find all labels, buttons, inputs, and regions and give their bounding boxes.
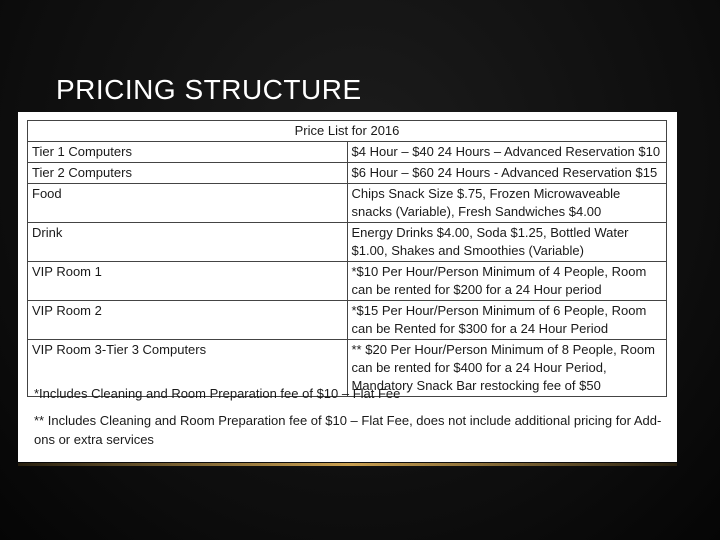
price-cell: ** $20 Per Hour/Person Minimum of 8 People, Room can be rented for $400 for a 24 Hour Period, Mandatory Snack Bar restocking fee of $50 xyxy=(347,340,667,397)
price-cell: *$15 Per Hour/Person Minimum of 6 People, Room can be Rented for $300 for a 24 Hour Period xyxy=(347,301,667,340)
table-row xyxy=(28,262,667,301)
table-header: Price List for 2016 xyxy=(28,121,667,142)
table-row xyxy=(28,163,667,184)
title-underline-accent xyxy=(18,463,677,466)
footnote-1: *Includes Cleaning and Room Preparation fee of $10 – Flat Fee xyxy=(34,386,401,401)
price-list-sheet xyxy=(18,112,677,462)
price-cell: $4 Hour – $40 24 Hours – Advanced Reservation $10 xyxy=(347,142,667,163)
item-cell: VIP Room 1 xyxy=(28,262,348,301)
price-table xyxy=(27,120,667,397)
table-row xyxy=(28,301,667,340)
price-cell: $6 Hour – $60 24 Hours - Advanced Reservation $15 xyxy=(347,163,667,184)
item-cell: Tier 2 Computers xyxy=(28,163,348,184)
table-row xyxy=(28,184,667,223)
price-cell: Energy Drinks $4.00, Soda $1.25, Bottled Water $1.00, Shakes and Smoothies (Variable) xyxy=(347,223,667,262)
table-row xyxy=(28,223,667,262)
item-cell: Tier 1 Computers xyxy=(28,142,348,163)
item-cell: Food xyxy=(28,184,348,223)
footnotes xyxy=(34,384,674,457)
table-row xyxy=(28,142,667,163)
item-cell: Drink xyxy=(28,223,348,262)
price-cell: Chips Snack Size $.75, Frozen Microwaveable snacks (Variable), Fresh Sandwiches $4.00 xyxy=(347,184,667,223)
price-cell: *$10 Per Hour/Person Minimum of 4 People, Room can be rented for $200 for a 24 Hour period xyxy=(347,262,667,301)
slide-title: PRICING STRUCTURE xyxy=(56,74,362,105)
item-cell: VIP Room 3-Tier 3 Computers xyxy=(28,340,348,397)
item-cell: VIP Room 2 xyxy=(28,301,348,340)
table-header-row xyxy=(28,121,667,142)
footnote-2: ** Includes Cleaning and Room Preparation fee of $10 – Flat Fee, does not include additional pricing for Add-ons or extra services xyxy=(34,413,662,447)
